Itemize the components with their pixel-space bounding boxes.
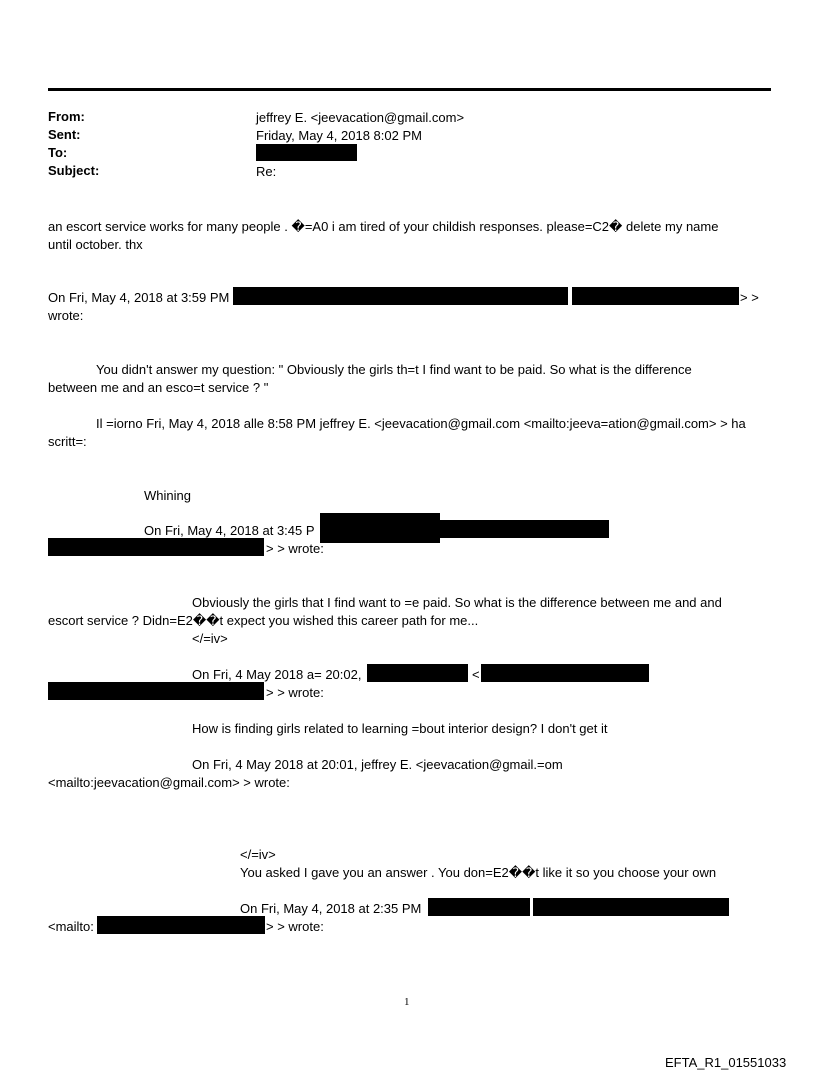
sent-label: Sent: — [48, 127, 81, 142]
header-rule — [48, 88, 771, 91]
redaction-block — [428, 898, 530, 916]
body-line: </=iv> — [240, 847, 276, 862]
sent-value: Friday, May 4, 2018 8:02 PM — [256, 128, 422, 143]
from-label: From: — [48, 109, 85, 124]
subject-label: Subject: — [48, 163, 100, 178]
subject-value: Re: — [256, 164, 277, 179]
quote-header: > > wrote: — [266, 685, 324, 700]
body-line: Obviously the girls that I find want to =e paid. So what is the difference between me and and — [192, 595, 722, 610]
redaction-block — [233, 287, 568, 305]
body-line: escort service ? Didn=E2��t expect you wished this career path for me... — [48, 613, 479, 628]
body-line: How is finding girls related to learning =bout interior design? I don't get it — [192, 721, 608, 736]
from-value: jeffrey E. <jeevacation@gmail.com> — [256, 110, 465, 125]
body-line: You didn't answer my question: " Obviously the girls th=t I find want to be paid. So what is the difference — [96, 362, 692, 377]
quote-header: <mailto:jeevacation@gmail.com> > wrote: — [48, 775, 290, 790]
redaction-block — [572, 287, 739, 305]
redaction-block — [97, 916, 265, 934]
quote-header: > > wrote: — [266, 541, 324, 556]
quote-header: On Fri, May 4, 2018 at 3:59 PM — [48, 290, 230, 305]
quote-header-tail: > > — [740, 290, 759, 305]
body-line: until october. thx — [48, 237, 143, 252]
redaction-block — [48, 538, 264, 556]
redaction-to — [256, 144, 357, 161]
to-label: To: — [48, 145, 68, 160]
quote-header: On Fri, 4 May 2018 at 20:01, jeffrey E. <jeevacation@gmail.=om — [192, 757, 563, 772]
quote-header: scritt=: — [48, 434, 87, 449]
body-line: You asked I gave you an answer . You don=E2��t like it so you choose your own — [240, 865, 717, 880]
quote-header: wrote: — [48, 308, 84, 323]
redaction-block — [48, 682, 264, 700]
quote-header: On Fri, 4 May 2018 a= 20:02, — [192, 667, 362, 682]
document-id: EFTA_R1_01551033 — [665, 1055, 787, 1070]
quote-header: > > wrote: — [266, 919, 324, 934]
quote-header: < — [472, 667, 480, 682]
redaction-block — [481, 664, 649, 682]
quote-header: On Fri, May 4, 2018 at 3:45 P — [144, 523, 315, 538]
quote-header: <mailto: — [48, 919, 94, 934]
redaction-block — [440, 520, 609, 538]
body-line: between me and an esco=t service ? " — [48, 380, 269, 395]
redaction-block — [533, 898, 729, 916]
page-number: 1 — [404, 996, 410, 1008]
redaction-block — [367, 664, 468, 682]
body-line: Whining — [144, 488, 191, 503]
quote-header: Il =iorno Fri, May 4, 2018 alle 8:58 PM jeffrey E. <jeevacation@gmail.com <mailto:jeeva=ation@gmail.com> > ha — [96, 416, 746, 431]
body-line: an escort service works for many people . �=A0 i am tired of your childish responses. please=C2� delete my name — [48, 219, 719, 234]
quote-header: On Fri, May 4, 2018 at 2:35 PM — [240, 901, 422, 916]
body-line: </=iv> — [192, 631, 228, 646]
redaction-block — [320, 513, 440, 543]
